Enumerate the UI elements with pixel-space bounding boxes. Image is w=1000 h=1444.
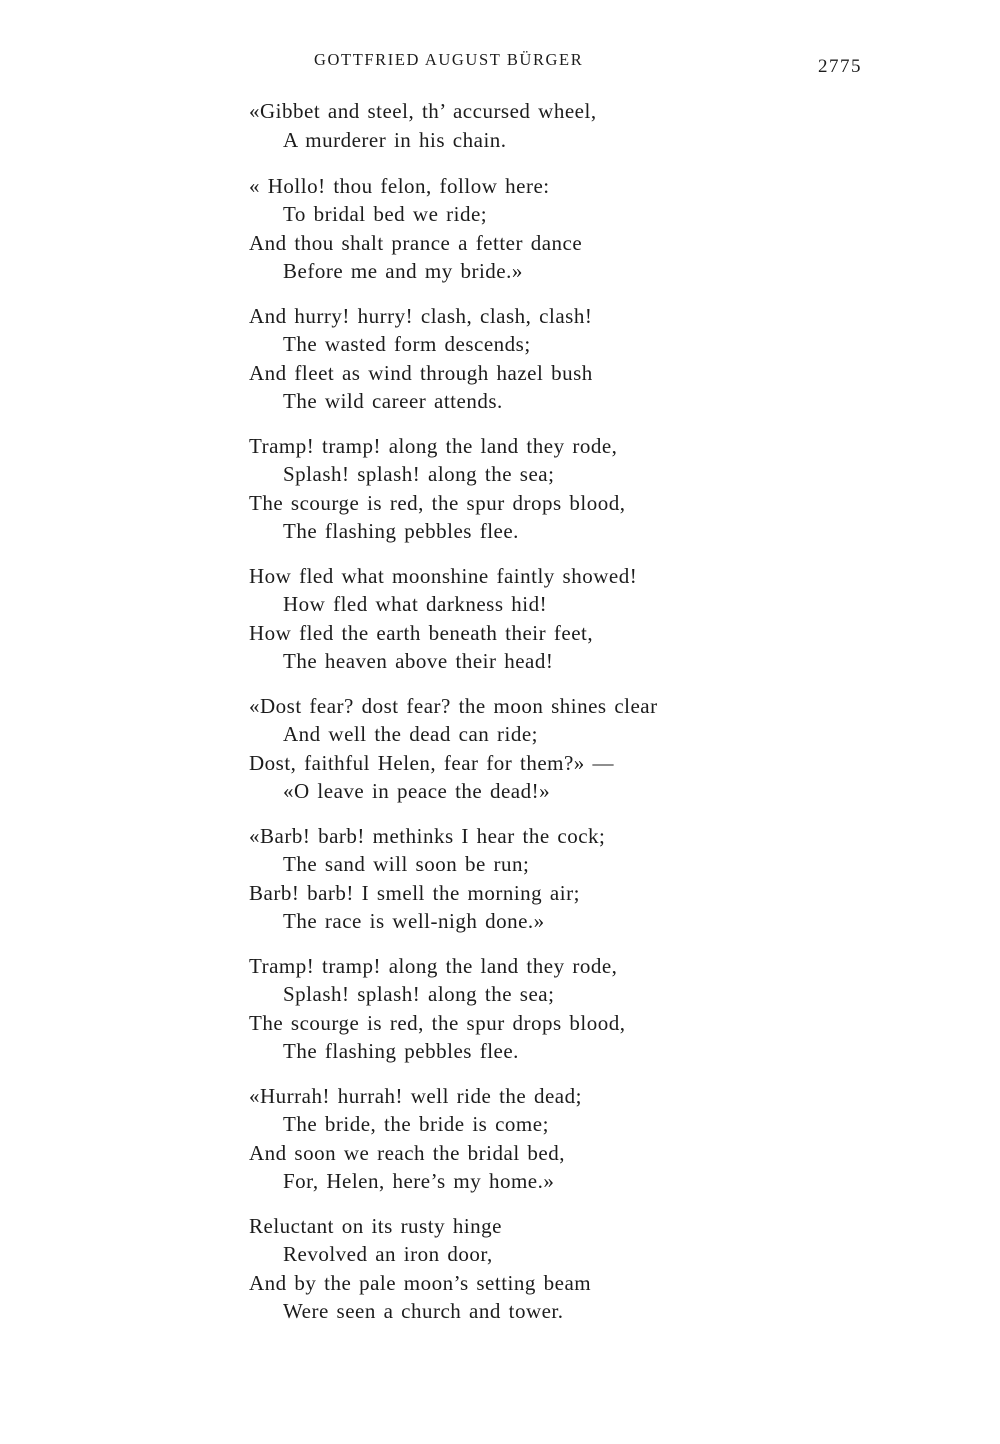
page-number: 2775 xyxy=(818,56,862,77)
stanza xyxy=(249,822,809,936)
verse-line: The flashing pebbles flee. xyxy=(283,519,519,543)
stanza xyxy=(249,692,809,806)
verse-line: How fled the earth beneath their feet, xyxy=(249,620,594,645)
running-title: GOTTFRIED AUGUST BÜRGER xyxy=(314,50,584,69)
verse-line: Tramp! tramp! along the land they rode, xyxy=(249,433,618,458)
verse-line: Tramp! tramp! along the land they rode, xyxy=(249,953,618,978)
verse-line: For, Helen, here’s my home.» xyxy=(283,1169,555,1193)
verse-line: How fled what darkness hid! xyxy=(283,592,548,616)
stanza xyxy=(249,1082,809,1196)
verse-line: The race is well-nigh done.» xyxy=(283,909,545,933)
stanza xyxy=(249,1212,809,1326)
verse-line: And thou shalt prance a fetter dance xyxy=(249,230,583,255)
verse-line: Barb! barb! I smell the morning air; xyxy=(249,880,580,905)
verse-line: And well the dead can ride; xyxy=(283,722,538,746)
poem-body xyxy=(249,97,809,1326)
verse-line: A murderer in his chain. xyxy=(283,127,507,152)
verse-line: The bride, the bride is come; xyxy=(283,1112,549,1136)
stanza xyxy=(249,432,809,546)
verse-line: The sand will soon be run; xyxy=(283,852,530,876)
verse-line: To bridal bed we ride; xyxy=(283,202,488,226)
verse-line: «O leave in peace the dead!» xyxy=(283,779,551,803)
verse-line: The heaven above their head! xyxy=(283,649,554,673)
verse-line: «Gibbet and steel, th’ accursed wheel, xyxy=(249,99,597,123)
verse-line: Before me and my bride.» xyxy=(283,259,523,283)
verse-line: Splash! splash! along the sea; xyxy=(283,982,555,1006)
verse-line: And soon we reach the bridal bed, xyxy=(249,1140,565,1165)
verse-line: The wild career attends. xyxy=(283,389,503,413)
verse-line: «Barb! barb! methinks I hear the cock; xyxy=(249,823,606,848)
verse-line: And hurry! hurry! clash, clash, clash! xyxy=(249,303,593,328)
verse-line: Dost, faithful Helen, fear for them?» — xyxy=(249,750,615,775)
verse-line: The scourge is red, the spur drops blood, xyxy=(249,490,626,515)
stanza xyxy=(249,302,809,416)
verse-line: Splash! splash! along the sea; xyxy=(283,462,555,486)
verse-line: Revolved an iron door, xyxy=(283,1242,493,1266)
stanza xyxy=(249,172,809,286)
verse-line: And fleet as wind through hazel bush xyxy=(249,360,593,385)
verse-line: « Hollo! thou felon, follow here: xyxy=(249,173,550,198)
verse-line: «Dost fear? dost fear? the moon shines clear xyxy=(249,693,658,718)
verse-line: How fled what moonshine faintly showed! xyxy=(249,563,638,588)
verse-line: Reluctant on its rusty hinge xyxy=(249,1213,502,1238)
stanza xyxy=(249,97,809,154)
stanza xyxy=(249,952,809,1066)
verse-line: «Hurrah! hurrah! well ride the dead; xyxy=(249,1083,582,1108)
verse-line: The scourge is red, the spur drops blood, xyxy=(249,1010,626,1035)
verse-line: Were seen a church and tower. xyxy=(283,1299,564,1323)
verse-line: The wasted form descends; xyxy=(283,332,531,356)
verse-line: The flashing pebbles flee. xyxy=(283,1039,519,1063)
verse-line: And by the pale moon’s setting beam xyxy=(249,1270,592,1295)
stanza xyxy=(249,562,809,676)
